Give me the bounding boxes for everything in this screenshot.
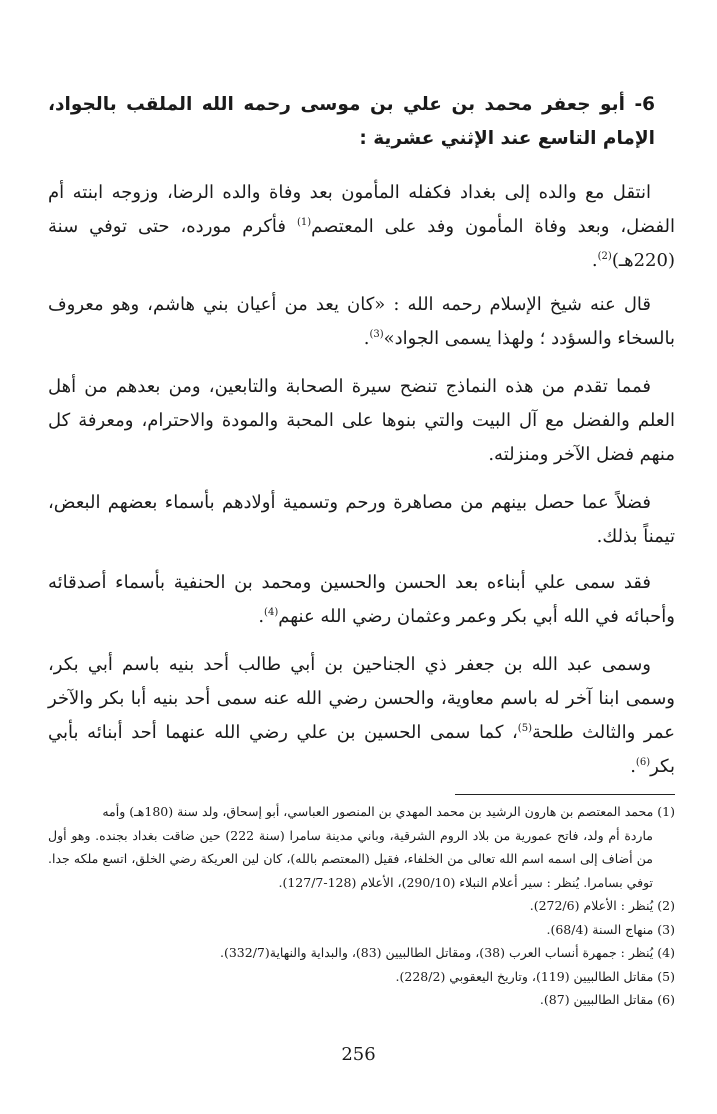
paragraph-4-text: فضلاً عما حصل بينهم من مصاهرة ورحم وتسمية أولادهم بأسماء بعضهم البعض، تيمناً بذلك. — [48, 492, 675, 547]
footnote-separator — [455, 794, 675, 795]
footnote-1 — [48, 800, 675, 894]
footnote-1-number: (1) — [657, 804, 675, 819]
paragraph-1 — [48, 176, 675, 278]
footnote-5-number: (5) — [657, 968, 675, 984]
paragraph-6-text-a: وسمى عبد الله بن جعفر ذي الجناحين بن أبي طالب أحد بنيه باسم أبي بكر، وسمى ابنا آخر له باسم معاوية، والحسن رضي الله عنه سمى أحد بنيه أبا بكر والآخر عمر والثالث طلحة — [48, 654, 675, 743]
footnote-3-number: (3) — [657, 921, 675, 937]
footnote-6-text: مقاتل الطالبيين (87). — [539, 992, 654, 1007]
footnote-2-text: يُنظر : الأعلام (272/6). — [529, 898, 654, 913]
paragraph-5-text-a: فقد سمى علي أبناءه بعد الحسن والحسين ومحمد بن الحنفية بأسماء أصدقائه وأحبائه في الله أبي بكر وعمر وعثمان رضي الله عنهم — [48, 572, 675, 627]
footnote-ref-6[interactable]: (6) — [635, 757, 651, 768]
footnote-3-text: منهاج السنة (68/4). — [546, 921, 654, 937]
page-number: 256 — [341, 1044, 376, 1065]
footnote-ref-1[interactable]: (1) — [296, 217, 312, 228]
paragraph-3 — [48, 370, 675, 472]
paragraph-4 — [48, 486, 675, 554]
paragraph-1-text-b: فأكرم مورده، حتى توفي سنة (220هـ) — [48, 216, 675, 271]
paragraph-2 — [48, 288, 675, 356]
footnote-5-text: مقاتل الطالبيين (119)، وتاريخ اليعقوبي (228/2). — [395, 968, 654, 984]
section-heading: 6- أبو جعفر محمد بن علي بن موسى رحمه الله الملقب بالجواد، الإمام التاسع عند الإثني عشرية : — [48, 94, 655, 149]
paragraph-2-text-c: . — [363, 328, 370, 349]
paragraph-3-text: فمما تقدم من هذه النماذج تنضح سيرة الصحابة والتابعين، ومن بعدهم من أهل العلم والفضل مع آل البيت والتي بنوها على المحبة والمودة والاحترام، ومعرفة كل منهم فضل الآخر ومنزلته. — [48, 376, 675, 465]
footnote-4 — [48, 941, 675, 965]
footnote-3 — [48, 918, 675, 942]
footnotes — [48, 800, 675, 1012]
paragraph-6 — [48, 648, 675, 784]
footnote-4-text: يُنظر : جمهرة أنساب العرب (38)، ومقاتل الطالبيين (83)، والبداية والنهاية(332/7). — [219, 945, 654, 960]
paragraph-1-text-c: . — [591, 250, 598, 271]
footnote-2 — [48, 894, 675, 918]
footnote-2-number: (2) — [657, 898, 675, 913]
footnote-1-text-rest: ماردة أم ولد، فاتح عمورية من بلاد الروم الشرقية، وباني مدينة سامرا (سنة 222) حين ضاقت بغداد بجنده. وهو أول من أضاف إلى اسمه اسم الله تعالى من الخلفاء، فقيل (المعتصم بالله)، كان لين العريكة رضي الخلق، اتسع ملكه جدا. توفي بسامرا. يُنظر : سير أعلام النبلاء (290/10)، الأعلام (128-127/7). — [48, 827, 653, 890]
footnote-ref-2[interactable]: (2) — [597, 251, 612, 262]
footnote-4-number: (4) — [657, 945, 675, 960]
footnote-6 — [48, 988, 675, 1012]
paragraph-1-text-a: انتقل مع والده إلى بغداد فكفله المأمون بعد وفاة والده الرضا، وزوجه ابنته أم الفضل، وبعد وفاة المأمون وفد على المعتصم — [48, 182, 675, 237]
paragraph-2-text-a: قال عنه شيخ الإسلام رحمه الله : «كان يعد من أعيان بني هاشم، وهو معروف بالسخاء والسؤدد ؛ ولهذا يسمى الجواد» — [48, 294, 675, 349]
footnote-ref-5[interactable]: (5) — [517, 723, 532, 734]
footnote-ref-3[interactable]: (3) — [369, 329, 384, 340]
footnote-ref-4[interactable]: (4) — [264, 607, 279, 618]
footnote-1-text-first: محمد المعتصم بن هارون الرشيد بن محمد المهدي بن المنصور العباسي، أبو إسحاق، ولد سنة (180هـ) وأمه — [102, 804, 654, 819]
footnote-6-number: (6) — [657, 992, 675, 1007]
paragraph-6-text-b: ، كما سمى الحسين بن علي رضي الله عنهما أحد أبنائه بأبي بكر — [48, 722, 675, 777]
paragraph-5 — [48, 566, 675, 634]
paragraph-6-text-c: . — [630, 756, 636, 777]
footnote-5 — [48, 965, 675, 989]
paragraph-5-text-c: . — [258, 606, 265, 627]
